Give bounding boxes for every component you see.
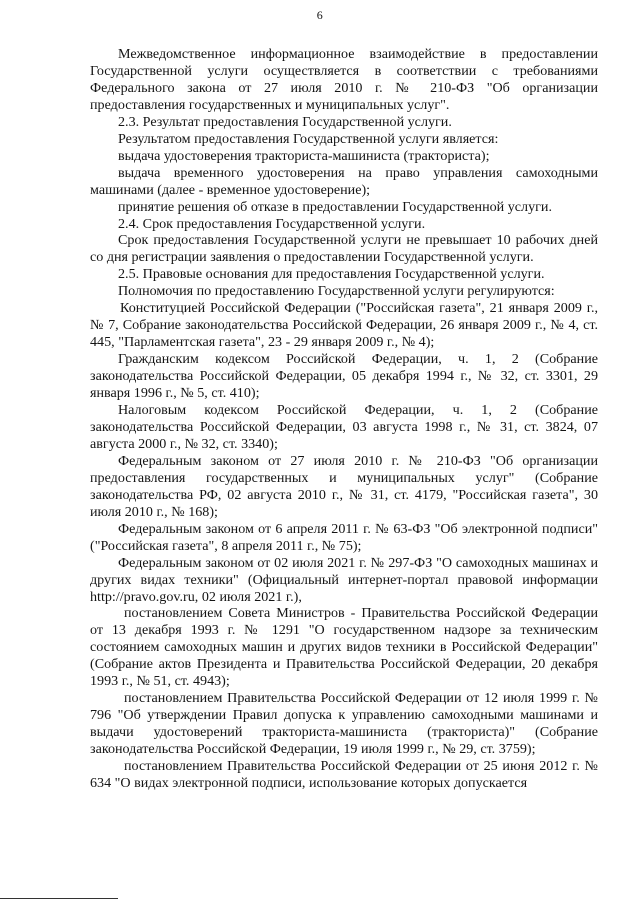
legal-basis-decree-634: постановлением Правительства Российской Федерации от 25 июня 2012 г. № 634 "О видах электронной подписи, использование которых допускается bbox=[90, 758, 598, 791]
legal-basis-decree-796: постановлением Правительства Российской Федерации от 12 июля 1999 г. № 796 "Об утверждении Правил допуска к управлению самоходными машинами и выдачи удостоверений тракториста-машиниста (тракториста)" (Собрание законодательства Российской Федерации, 19 июля 1999 г., № 29, ст. 3759); bbox=[90, 690, 598, 758]
paragraph-result-intro: Результатом предоставления Государственной услуги является: bbox=[118, 130, 499, 147]
legal-basis-tax-code: Налоговым кодексом Российской Федерации, ч. 1, 2 (Собрание законодательства Российской Федерации, 03 августа 1998 г., № 31, ст. 3824, 07 августа 2000 г., № 32, ст. 3340); bbox=[90, 402, 598, 452]
section-heading-2-5: 2.5. Правовые основания для предоставления Государственной услуги. bbox=[118, 266, 545, 283]
legal-basis-law-63: Федеральным законом от 6 апреля 2011 г. № 63-ФЗ "Об электронной подписи" ("Российская газета", 8 апреля 2011 г., № 75); bbox=[90, 520, 598, 554]
legal-basis-decree-1291: постановлением Совета Министров - Правительства Российской Федерации от 13 декабря 1993 г. № 1291 "О государственном надзоре за техническим состоянием самоходных машин и других видов техники в Российской Федерации" (Собрание актов Президента и Правительства Российской Федерации, 20 декабря 1993 г., № 51, ст. 4943); bbox=[90, 605, 598, 690]
list-item-result-temporary-certificate: выдача временного удостоверения на право управления самоходными машинами (далее - временное удостоверение); bbox=[90, 164, 598, 198]
paragraph-service-term: Срок предоставления Государственной услуги не превышает 10 рабочих дней со дня регистрации заявления о предоставлении Государственной услуги. bbox=[90, 232, 598, 266]
paragraph-interagency-interaction: Межведомственное информационное взаимодействие в предоставлении Государственной услуги осуществляется в соответствии с требованиями Федерального закона от 27 июля 2010 г. № 210-ФЗ "Об организации предоставления государственных и муниципальных услуг". bbox=[90, 46, 598, 113]
section-heading-2-3: 2.3. Результат предоставления Государственной услуги. bbox=[118, 113, 452, 130]
legal-basis-civil-code: Гражданским кодексом Российской Федерации, ч. 1, 2 (Собрание законодательства Российской Федерации, 05 декабря 1994 г., № 32, ст. 3301, 29 января 1996 г., № 5, ст. 410); bbox=[90, 351, 598, 402]
section-heading-2-4: 2.4. Срок предоставления Государственной услуги. bbox=[118, 215, 426, 232]
document-body bbox=[90, 46, 598, 792]
footer-rule bbox=[0, 898, 118, 899]
list-item-result-refusal: принятие решения об отказе в предоставлении Государственной услуги. bbox=[118, 198, 552, 215]
page-number: 6 bbox=[316, 8, 324, 22]
paragraph-legal-basis-intro: Полномочия по предоставлению Государственной услуги регулируются: bbox=[118, 283, 555, 300]
legal-basis-law-210: Федеральным законом от 27 июля 2010 г. № 210-ФЗ "Об организации предоставления государственных и муниципальных услуг" (Собрание законодательства РФ, 02 августа 2010 г., № 31, ст. 4179, "Российская газета", 30 июля 2010 г., № 168); bbox=[90, 452, 598, 520]
legal-basis-law-297: Федеральным законом от 02 июля 2021 г. № 297-ФЗ "О самоходных машинах и других видах техники" (Официальный интернет-портал правовой информации http://pravo.gov.ru, 02 июля 2021 г.), bbox=[90, 554, 598, 605]
list-item-result-certificate: выдача удостоверения тракториста-машиниста (тракториста); bbox=[118, 147, 490, 164]
legal-basis-constitution: Конституцией Российской Федерации ("Российская газета", 21 января 2009 г., № 7, Собрание законодательства Российской Федерации, 26 января 2009 г., № 4, ст. 445, "Парламентская газета", 23 - 29 января 2009 г., № 4); bbox=[90, 300, 598, 351]
